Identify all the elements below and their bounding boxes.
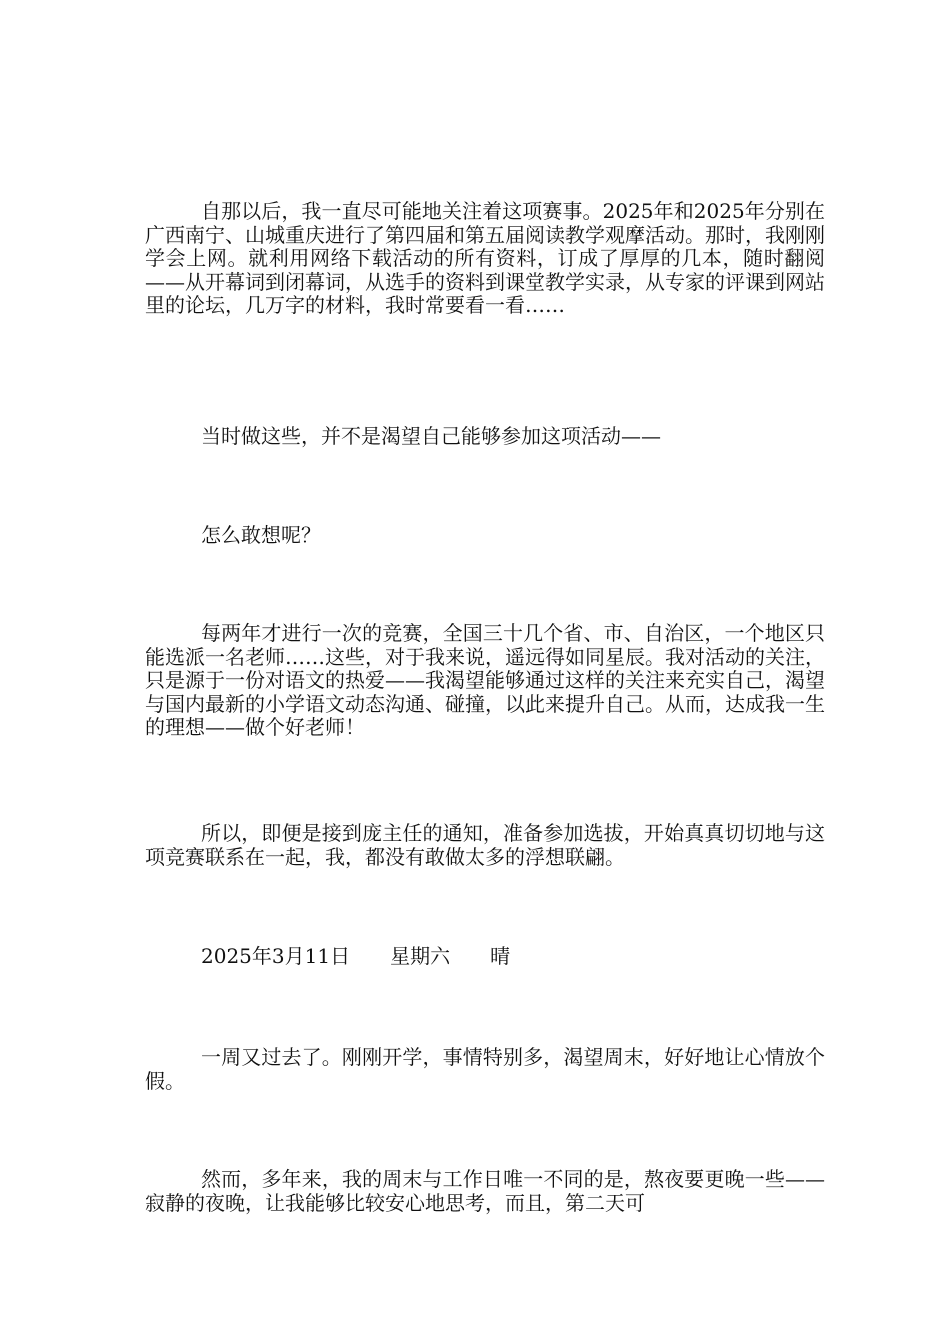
paragraph-1: 自那以后，我一直尽可能地关注着这项赛事。2025年和2025年分别在广西南宁、山城重庆进行了第四届和第五届阅读教学观摩活动。那时，我刚刚学会上网。就利用网络下载活动的所有资料，订成了厚厚的几本，随时翻阅——从开幕词到闭幕词，从选手的资料到课堂教学实录，从专家的评课到网站里的论坛，几万字的材料，我时常要看一看……	[145, 199, 825, 317]
diary-date-line: 2025年3月11日 星期六 晴	[201, 944, 511, 968]
paragraph-8: 然而，多年来，我的周末与工作日唯一不同的是，熬夜要更晚一些——寂静的夜晚，让我能够比较安心地思考，而且，第二天可	[145, 1167, 825, 1215]
paragraph-7: 一周又过去了。刚刚开学，事情特别多，渴望周末，好好地让心情放个假。	[145, 1045, 825, 1093]
paragraph-2: 当时做这些，并不是渴望自己能够参加这项活动——	[201, 424, 661, 448]
paragraph-5: 所以，即便是接到庞主任的通知，准备参加选拔，开始真真切切地与这项竞赛联系在一起，我，都没有敢做太多的浮想联翩。	[145, 821, 825, 869]
paragraph-3: 怎么敢想呢？	[201, 523, 321, 547]
paragraph-4: 每两年才进行一次的竞赛，全国三十几个省、市、自治区，一个地区只能选派一名老师……这些，对于我来说，遥远得如同星辰。我对活动的关注，只是源于一份对语文的热爱——我渴望能够通过这样的关注来充实自己，渴望与国内最新的小学语文动态沟通、碰撞，以此来提升自己。从而，达成我一生的理想——做个好老师！	[145, 621, 825, 739]
